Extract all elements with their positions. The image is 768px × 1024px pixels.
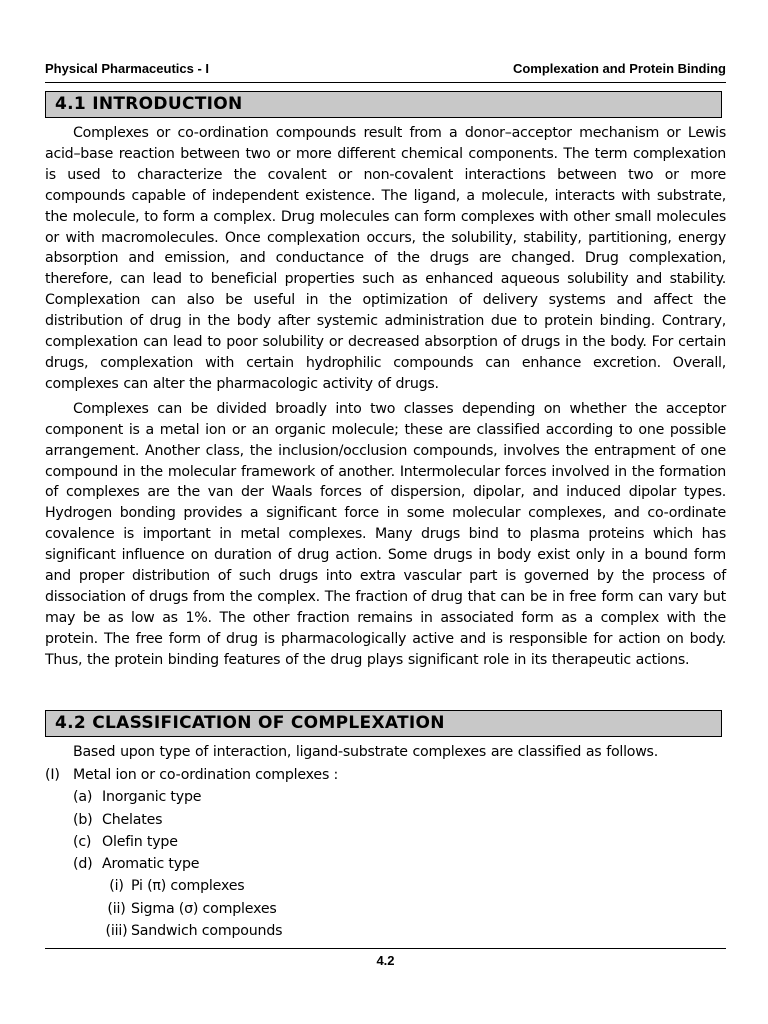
header-chapter-title: Complexation and Protein Binding — [512, 61, 726, 76]
list-text: Metal ion or co-ordination complexes : — [73, 767, 339, 783]
list-item — [45, 764, 726, 786]
list-marker: (ii) — [107, 900, 126, 917]
list-item — [45, 920, 726, 942]
header-book-title: Physical Pharmaceutics - I — [45, 61, 210, 76]
introduction-body — [45, 123, 726, 671]
list-marker: (I) — [45, 767, 60, 783]
list-marker: (i) — [109, 878, 124, 895]
list-text: Chelates — [102, 811, 163, 828]
list-text: Sigma (σ) complexes — [131, 900, 277, 917]
page-number: 4.2 — [376, 953, 395, 968]
list-item — [45, 809, 726, 831]
header-divider — [45, 82, 726, 83]
list-text: Aromatic type — [102, 856, 200, 873]
list-text: Inorganic type — [102, 789, 202, 806]
list-marker: (iii) — [105, 923, 128, 940]
paragraph: Complexes or co-ordination compounds result from a donor–acceptor mechanism or Lewis acid–base reaction between two or more different chemical components. The term complexation is used to characterize the covalent or non-covalent interactions between two or more compounds capable of independent existence. The ligand, a molecule, interacts with substrate, the molecule, to form a complex. Drug molecules can form complexes with other small molecules or with macromolecules. Once complexation occurs, the solubility, stability, partitioning, energy absorption and emission, and conductance of the drugs are changed. Drug complexation, therefore, can lead to beneficial properties such as enhanced aqueous solubility and stability. Complexation can also be useful in the optimization of delivery systems and affect the distribution of drug in the body after systemic administration due to protein binding. Contrary, complexation can lead to poor solubility or decreased absorption of drugs in the body. For certain drugs, complexation with certain hydrophilic compounds can enhance excretion. Overall, complexes can alter the pharmacologic activity of drugs. — [45, 125, 726, 392]
list-marker: (a) — [73, 789, 93, 806]
footer-divider — [45, 948, 726, 949]
classification-intro — [45, 742, 726, 763]
list-item — [45, 831, 726, 853]
running-header — [45, 61, 726, 77]
paragraph: Based upon type of interaction, ligand-substrate complexes are classified as follows. — [73, 744, 658, 760]
classification-list — [45, 764, 726, 942]
list-item — [45, 853, 726, 875]
list-marker: (d) — [73, 856, 93, 873]
paragraph: Complexes can be divided broadly into two classes depending on whether the acceptor component is a metal ion or an organic molecule; these are classified according to one possible arrangement. Another class, the inclusion/occlusion compounds, involves the entrapment of one compound in the molecular framework of another. Intermolecular forces involved in the formation of complexes are the van der Waals forces of dispersion, dipolar, and induced dipolar types. Hydrogen bonding provides a significant force in some molecular complexes, and co-ordinate covalence is important in metal complexes. Many drugs bind to plasma proteins which has significant influence on duration of drug action. Some drugs in body exist only in a bound form and proper distribution of such drugs into extra vascular part is governed by the process of dissociation of drugs from the complex. The fraction of drug that can be in free form can vary but may be as low as 1%. The other fraction remains in associated form as a complex with the protein. The free form of drug is pharmacologically active and is responsible for action on body. Thus, the protein binding features of the drug plays significant role in its therapeutic actions. — [45, 400, 726, 668]
list-text: Sandwich compounds — [131, 923, 283, 940]
list-item — [45, 898, 726, 920]
list-marker: (b) — [73, 811, 93, 828]
section-heading-classification: 4.2 CLASSIFICATION OF COMPLEXATION — [45, 710, 722, 737]
list-marker: (c) — [73, 833, 92, 850]
section-heading-introduction: 4.1 INTRODUCTION — [45, 91, 722, 118]
list-item — [45, 786, 726, 808]
list-text: Pi (π) complexes — [131, 878, 245, 895]
list-item — [45, 875, 726, 897]
list-text: Olefin type — [102, 833, 178, 850]
